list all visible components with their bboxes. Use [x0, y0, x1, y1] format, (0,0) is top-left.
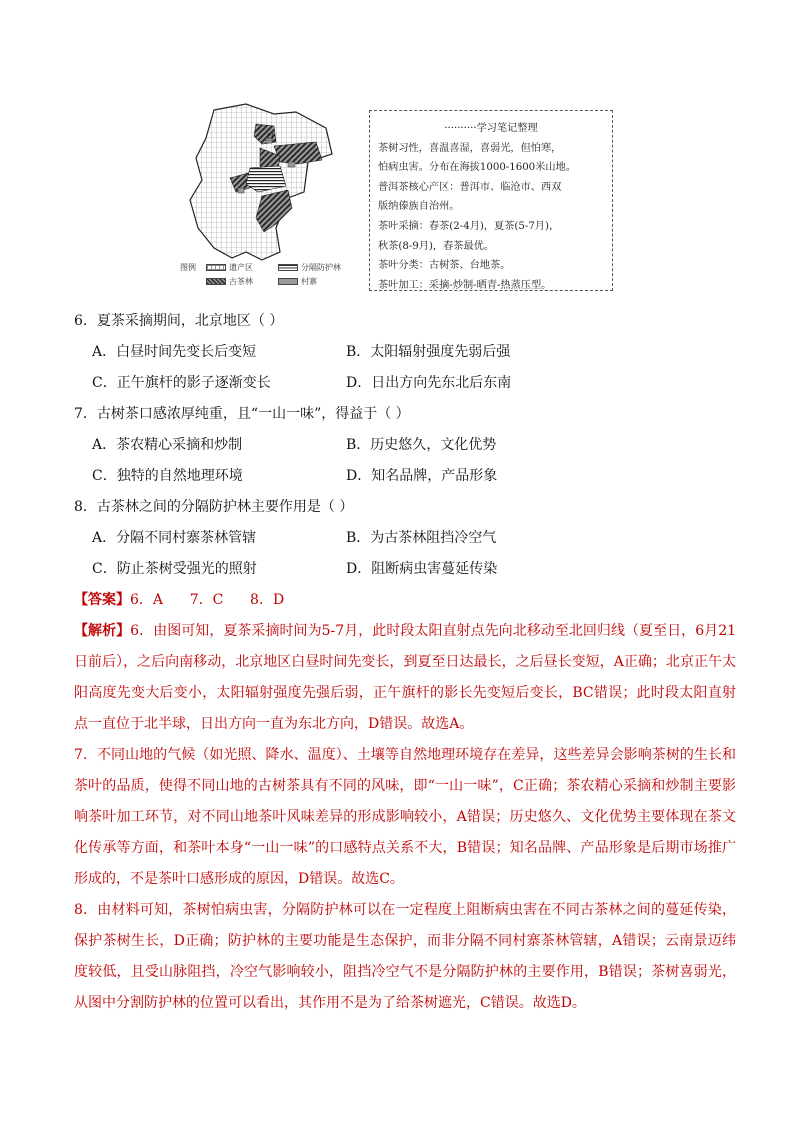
notes-title: ··········学习笔记整理	[444, 123, 538, 134]
question-7-stem: 7．古树茶口感浓厚纯重，且“一山一味”，得益于（ ）	[74, 406, 410, 422]
legend-label: 古茶林	[229, 277, 253, 286]
question-8-option-d: D．阻断病虫害蔓延传染	[346, 561, 498, 577]
shelterbelt-swatch	[278, 264, 298, 271]
legend-title: 图例	[180, 263, 196, 272]
notes-line: 茶叶采摘：春茶(2-4月)，夏茶(5-7月)，	[378, 220, 560, 232]
legend-label: 村寨	[301, 277, 317, 286]
question-6-option-a: A．白昼时间先变长后变短	[92, 344, 257, 360]
explanation-paragraph-8: 8．由材料可知，茶树怕病虫害，分隔防护林可以在一定程度上阻断病虫害在不同古茶林之间的蔓延传染，保护茶树生长，D正确；防护林的主要功能是生态保护，而非分隔不同村寨茶林管辖，A错误；云南景迈纬度较低，且受山脉阻挡，冷空气影响较小，阻挡冷空气不是分隔防护林的主要作用，B错误；茶树喜弱光，从图中分割防护林的位置可以看出，其作用不是为了给茶树遮光，C错误。故选D。	[74, 902, 736, 1011]
village	[288, 162, 295, 167]
explanation-block	[74, 616, 736, 1019]
legend-item-heritage	[206, 262, 253, 273]
notes-line: 秋茶(8-9月)，春茶最优。	[378, 240, 495, 252]
legend-item-village	[278, 276, 317, 287]
legend-item-shelterbelt	[278, 262, 341, 273]
notes-line: 怕病虫害。分布在海拔1000-1600米山地。	[378, 162, 576, 174]
question-8-option-c: C．防止茶树受强光的照射	[92, 561, 257, 577]
notes-line: 普洱茶核心产区：普洱市、临沧市、西双	[378, 181, 562, 193]
village	[238, 188, 244, 193]
answer-text: 6．A 7．C 8．D	[130, 592, 285, 608]
answer-line	[74, 589, 284, 609]
map-legend	[176, 262, 366, 292]
notes-line: 茶叶加工：采摘-炒制-晒青-热蒸压型。	[378, 279, 552, 291]
answer-label: 【答案】	[74, 592, 130, 608]
explanation-paragraph-6	[74, 616, 736, 740]
question-7-option-b: B．历史悠久，文化优势	[346, 437, 497, 453]
explanation-text: 6．由图可知，夏茶采摘时间为5-7月，此时段太阳直射点先向北移动至北回归线（夏至日，6月21日前后），之后向南移动，北京地区白昼时间先变长，到夏至日达最长，之后昼长变短，A正确；北京正午太阳高度先变大后变小，太阳辐射强度先强后弱，正午旗杆的影长先变短后变长，BC错误；此时段太阳直射点一直位于北半球，日出方向一直为东北方向，D错误。故选A。	[74, 623, 737, 732]
explanation-paragraph-7: 7．不同山地的气候（如光照、降水、温度）、土壤等自然地理环境存在差异，这些差异会影响茶树的生长和茶叶的品质，使得不同山地的古树茶具有不同的风味，即“一山一味”，C正确；茶农精心采摘和炒制主要影响茶叶加工环节，对不同山地茶叶风味差异的形成影响较小，A错误；历史悠久、文化优势主要体现在茶文化传承等方面，和茶叶本身“一山一味”的口感特点关系不大，B错误；知名品牌、产品形象是后期市场推广形成的，不是茶叶口感形成的原因，D错误。故选C。	[74, 747, 736, 887]
question-6-option-c: C．正午旗杆的影子逐渐变长	[92, 375, 271, 391]
legend-label: 遗产区	[229, 263, 253, 272]
question-6-option-d: D．日出方向先东北后东南	[346, 375, 512, 391]
question-7-option-a: A．茶农精心采摘和炒制	[92, 437, 243, 453]
notes-line: 茶叶分类：古树茶、台地茶。	[378, 260, 511, 272]
old-tea-forest-swatch	[206, 278, 226, 285]
legend-item-old-tea-forest	[206, 276, 253, 287]
tea-forest-east	[274, 142, 322, 164]
explanation-label: 【解析】	[74, 623, 131, 639]
map-label: 旦	[266, 133, 276, 143]
heritage-swatch	[206, 264, 226, 271]
question-8-stem: 8．古茶林之间的分隔防护林主要作用是（ ）	[74, 499, 354, 515]
village-swatch	[278, 278, 298, 285]
map-drawing	[176, 102, 356, 272]
question-6-option-b: B．太阳辐射强度先弱后强	[346, 344, 511, 360]
question-7-option-d: D．知名品牌，产品形象	[346, 468, 498, 484]
notes-line: 茶树习性，喜温喜湿，喜弱光，但怕寒，	[378, 142, 562, 154]
legend-label: 分隔防护林	[301, 263, 341, 272]
question-7-option-c: C．独特的自然地理环境	[92, 468, 243, 484]
question-6-stem: 6．夏茶采摘期间，北京地区（ ）	[74, 313, 284, 329]
question-8-option-a: A．分隔不同村寨茶林管辖	[92, 530, 257, 546]
study-notes-box	[369, 110, 613, 291]
notes-line: 版纳傣族自治州。	[378, 201, 460, 213]
question-8-option-b: B．为古茶林阻挡冷空气	[346, 530, 497, 546]
